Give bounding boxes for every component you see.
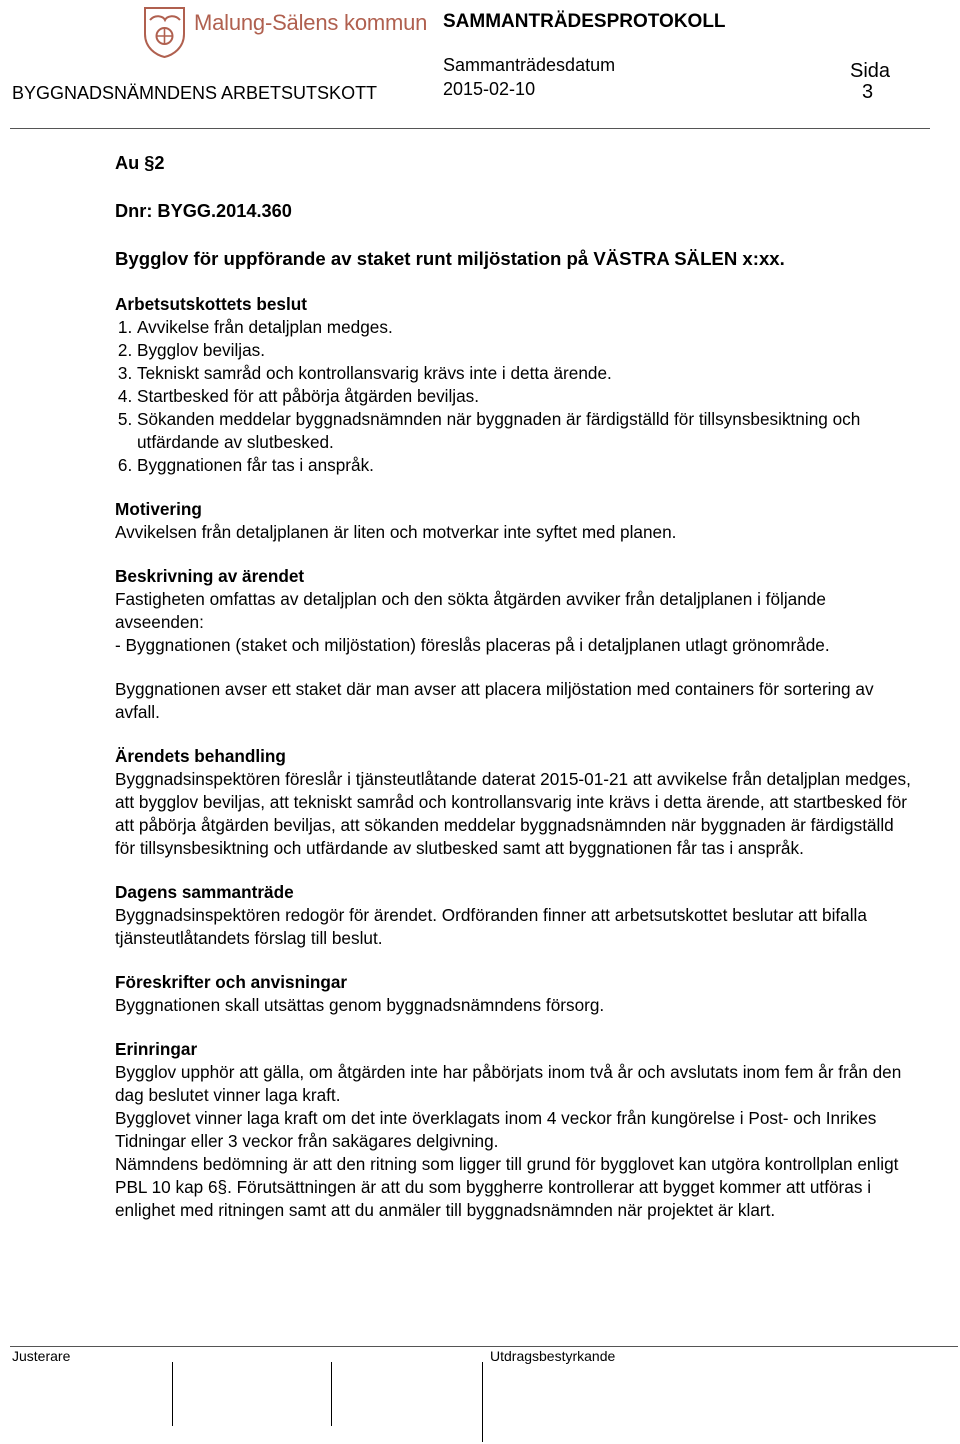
decision-item: 3. Tekniskt samråd och kontrollansvarig krävs inte i detta ärende. (137, 362, 915, 385)
regulations-heading: Föreskrifter och anvisningar (115, 972, 348, 992)
committee-name: BYGGNADSNÄMNDENS ARBETSUTSKOTT (12, 83, 378, 103)
meeting-heading: Dagens sammanträde (115, 882, 294, 902)
description-paragraph: Fastigheten omfattas av detaljplan och den sökta åtgärden avviker från detaljplanen i följande avseenden: (115, 589, 826, 632)
footer-divider (10, 1346, 958, 1347)
decision-item: 2. Bygglov beviljas. (137, 339, 915, 362)
decision-list (115, 316, 915, 477)
signature-box-divider (172, 1362, 173, 1426)
motivation-heading: Motivering (115, 499, 202, 519)
adjusters-label: Justerare (12, 1348, 71, 1364)
decision-item: 5. Sökanden meddelar byggnadsnämnden när byggnaden är färdigställd för tillsynsbesiktning och utfärdande av slutbesked. (137, 408, 915, 454)
reminders-paragraph: Nämndens bedömning är att den ritning som ligger till grund för bygglovet kan utgöra kontrollplan enligt PBL 10 kap 6§. Förutsättningen är att du som byggherre kontrollerar att bygget kommer att utföras i enlighet med ritningen samt att du anmäler till byggnadsnämnden när projektet är klart. (115, 1154, 899, 1220)
decision-item: 1. Avvikelse från detaljplan medges. (137, 316, 915, 339)
municipal-crest-icon (143, 6, 186, 58)
regulations-text: Byggnationen skall utsättas genom byggnadsnämndens försorg. (115, 995, 605, 1015)
page-label: Sida (850, 60, 891, 82)
reminders-paragraph: Bygglovet vinner laga kraft om det inte överklagats inom 4 veckor från kungörelse i Post- och Inrikes Tidningar eller 3 veckor från sakägares delgivning. (115, 1108, 877, 1151)
handling-heading: Ärendets behandling (115, 746, 286, 766)
decision-item: 6. Byggnationen får tas i anspråk. (137, 454, 915, 477)
description-paragraph: - Byggnationen (staket och miljöstation) föreslås placeras på i detaljplanen utlagt grönområde. (115, 635, 830, 655)
signature-box-divider (331, 1362, 332, 1426)
meeting-date-label: Sammanträdesdatum (443, 55, 616, 75)
case-reference: Dnr: BYGG.2014.360 (115, 201, 292, 221)
organization-name: Malung-Sälens kommun (194, 10, 428, 35)
section-number: Au §2 (115, 153, 165, 173)
motivation-text: Avvikelsen från detaljplanen är liten och motverkar inte syftet med planen. (115, 522, 677, 542)
extract-certification-label: Utdragsbestyrkande (490, 1348, 616, 1364)
header-divider (10, 128, 930, 129)
handling-text: Byggnadsinspektören föreslår i tjänsteutlåtande daterat 2015-01-21 att avvikelse från detaljplan medges, att bygglov beviljas, att tekniskt samråd och kontrollansvarig inte krävs i detta ärende, att startbesked för att påbörja åtgärden beviljas, att sökanden meddelar byggnadsnämnden när byggnaden är färdigställd för tillsynsbesiktning och utfärdande av slutbesked samt att byggnationen får tas i anspråk. (115, 769, 911, 858)
document-type: SAMMANTRÄDESPROTOKOLL (443, 11, 726, 32)
protocol-body (115, 152, 915, 1222)
page-number: 3 (862, 81, 874, 103)
reminders-heading: Erinringar (115, 1039, 198, 1059)
reminders-paragraph: Bygglov upphör att gälla, om åtgärden inte har påbörjats inom två år och avslutats inom fem år från den dag beslutet vinner laga kraft. (115, 1062, 902, 1105)
meeting-text: Byggnadsinspektören redogör för ärendet. Ordföranden finner att arbetsutskottet beslutar att bifalla tjänsteutlåtandets förslag till beslut. (115, 905, 867, 948)
description-heading: Beskrivning av ärendet (115, 566, 305, 586)
description-paragraph: Byggnationen avser ett staket där man avser att placera miljöstation med containers för sortering av avfall. (115, 679, 874, 722)
meeting-date: 2015-02-10 (443, 79, 536, 99)
decision-item: 4. Startbesked för att påbörja åtgärden beviljas. (137, 385, 915, 408)
decision-heading: Arbetsutskottets beslut (115, 294, 307, 314)
signature-box-divider (482, 1362, 483, 1442)
case-title: Bygglov för uppförande av staket runt miljöstation på VÄSTRA SÄLEN x:xx. (115, 248, 785, 269)
